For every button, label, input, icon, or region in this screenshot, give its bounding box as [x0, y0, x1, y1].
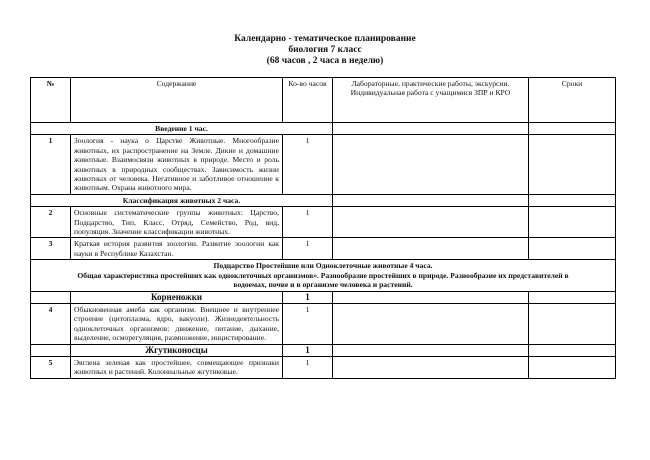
document-subtitle: биология 7 класс — [288, 45, 362, 55]
row-labs — [333, 207, 529, 238]
row-dates — [529, 356, 616, 378]
row-hours: 1 — [283, 135, 333, 194]
column-header-labs: Лабораторные, практические работы, экскурсии. Индивидуальная работа с учащимися ЗПР и КРО — [333, 78, 529, 123]
row-number: 2 — [31, 207, 71, 238]
empty-cell — [31, 291, 71, 303]
document-hours-note: (68 часов , 2 часа в неделю) — [266, 56, 384, 66]
table-row — [31, 356, 616, 378]
section-description-protozoa: Общая характеристика простейших как одноклеточных организмов». Разнообразие простейших в природе. Разнообразие их представителей в водоемах, почве и в организме человека и растений. — [77, 270, 569, 290]
column-header-dates: Сроки — [529, 78, 616, 123]
empty-cell — [529, 123, 616, 135]
row-hours: 1 — [283, 238, 333, 260]
table-row — [31, 207, 616, 238]
row-labs — [333, 135, 529, 194]
planning-table — [30, 77, 616, 379]
empty-cell — [333, 344, 529, 356]
row-dates — [529, 207, 616, 238]
table-row — [31, 238, 616, 260]
empty-cell — [333, 291, 529, 303]
row-hours: 1 — [283, 356, 333, 378]
subsection-row — [31, 344, 616, 356]
empty-cell — [529, 194, 616, 206]
row-labs — [333, 303, 529, 344]
row-content: Зоология - наука о Царстве Животные. Многообразие животных, их распространение на Земле. Дикие и домашние животные. Взаимосвязи животных в природе. Место и роль животных в природных сообществах. Зависимость жизни животных от человека. Негативное и заботливое отношение к животным. Охрана животного мира. — [71, 135, 283, 194]
row-number: 3 — [31, 238, 71, 260]
subsection-title-flagellates: Жгутиконосцы — [71, 344, 283, 356]
section-row — [31, 123, 616, 135]
section-protozoa — [31, 260, 616, 291]
subsection-title-rhizopoda: Корненожки — [71, 291, 283, 303]
table-row — [31, 135, 616, 194]
empty-cell — [333, 194, 529, 206]
table-header-row — [31, 78, 616, 123]
row-dates — [529, 303, 616, 344]
row-content: Обыкновенная амеба как организм. Внешнее и внутреннее строение (цитоплазма, ядро, вакуоли). Жизнедеятельность одноклеточных организмов: движение, питание, дыхание, выделение, осморегуляция, размножение, инцистирование. — [71, 303, 283, 344]
section-title-protozoa: Подцарство Простейшие или Одноклеточные животные 4 часа. — [213, 261, 433, 271]
empty-cell — [529, 344, 616, 356]
row-number: 1 — [31, 135, 71, 194]
section-row — [31, 260, 616, 291]
row-labs — [333, 356, 529, 378]
row-content: Эвглена зеленая как простейшее, совмещающее признаки животных и растений. Колониальные жгутиковые. — [71, 356, 283, 378]
section-title-intro: Введение 1 час. — [31, 123, 333, 135]
row-content: Основные систематические группы животных: Царство, Подцарство, Тип, Класс, Отряд, Семейство, Род, вид, популяция. Значение классификации животных. — [71, 207, 283, 238]
row-number: 5 — [31, 356, 71, 378]
subsection-row — [31, 291, 616, 303]
empty-cell — [529, 291, 616, 303]
row-content: Краткая история развития зоологии. Развитие зоологии как науки в Республике Казахстан. — [71, 238, 283, 260]
column-header-hours: Ко-во часов — [283, 78, 333, 123]
row-dates — [529, 135, 616, 194]
section-row — [31, 194, 616, 206]
row-hours: 1 — [283, 207, 333, 238]
row-number: 4 — [31, 303, 71, 344]
empty-cell — [31, 344, 71, 356]
section-title-classification: Классификация животных 2 часа. — [31, 194, 333, 206]
column-header-content: Содержание — [71, 78, 283, 123]
subsection-hours-flagellates: 1 — [283, 344, 333, 356]
empty-cell — [333, 123, 529, 135]
table-row — [31, 303, 616, 344]
subsection-hours-rhizopoda: 1 — [283, 291, 333, 303]
row-hours: 1 — [283, 303, 333, 344]
row-labs — [333, 238, 529, 260]
row-dates — [529, 238, 616, 260]
column-header-number: № — [31, 78, 71, 123]
document-title: Календарно - тематическое планирование — [234, 34, 416, 44]
